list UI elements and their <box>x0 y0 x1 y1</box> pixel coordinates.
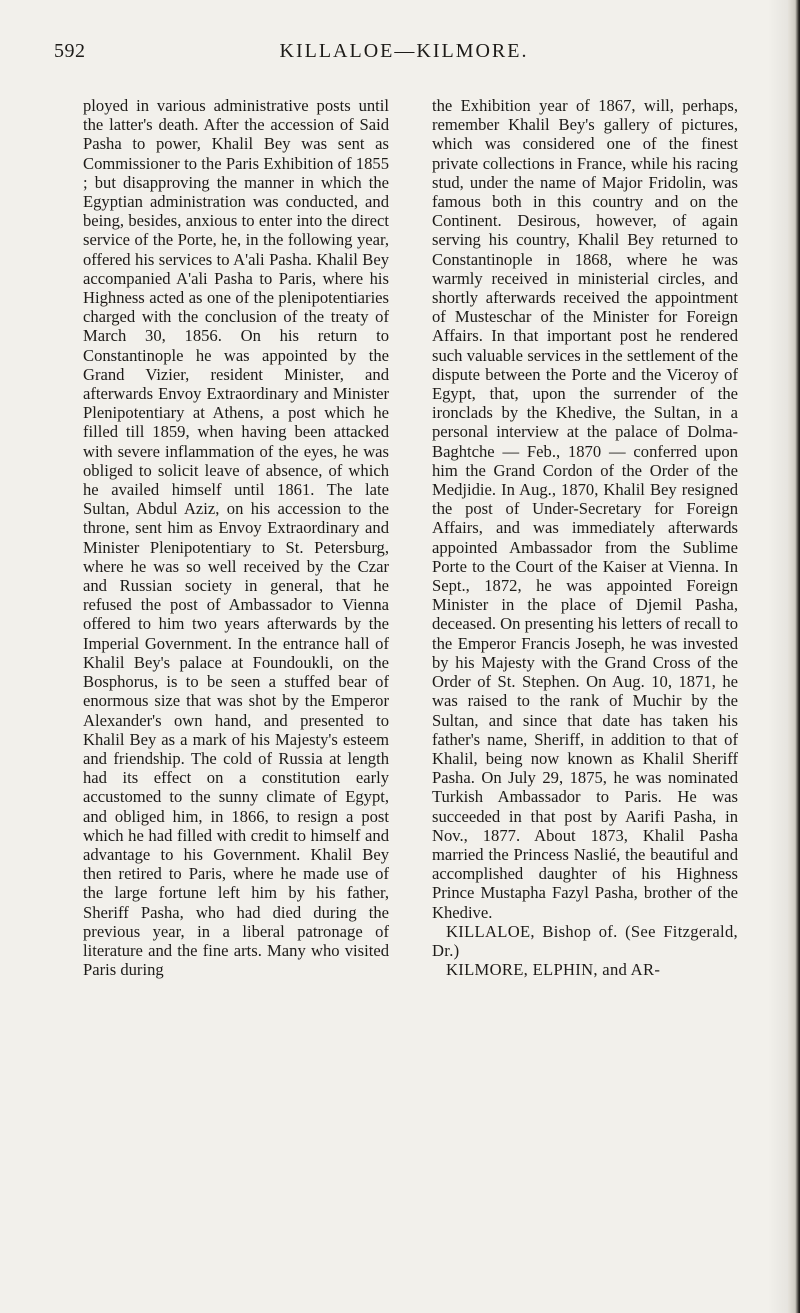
entry-kilmore: KILMORE, ELPHIN, and AR- <box>446 960 661 980</box>
left-column-text: ployed in various administrative posts until the latter's death. After the accession of Said Pasha to power, Khalil Bey was sent as Commissioner to the Paris Exhibition of 1855 ; but disapproving the manner in which the Egyptian administration was conducted, and being, besides, anxious to enter into the direct service of the Porte, he, in the following year, offered his services to A'ali Pasha. Khalil Bey accompanied A'ali Pasha to Paris, where his Highness acted as one of the plenipotentiaries charged with the conclusion of the treaty of March 30, 1856. On his return to Constantinople he was appointed by the Grand Vizier, resident Minister, and afterwards Envoy Extraordinary and Minister Plenipotentiary at Athens, a post which he filled till 1859, when having been attacked with severe inflammation of the eyes, he was obliged to solicit leave of absence, of which he availed himself until 1861. The late Sultan, Abdul Aziz, on his accession to the throne, sent him as Envoy Extraordinary and Minister Plenipotentiary to St. Petersburg, where he was so well received by the Czar and Russian society in general, that he refused the post of Ambassador to Vienna offered to him two years afterwards by the Imperial Government. In the entrance hall of Khalil Bey's palace at Foundoukli, on the Bosphorus, is to be seen a stuffed bear of enormous size that was shot by the Emperor Alexander's own hand, and presented to Khalil Bey as a mark of his Majesty's esteem and friendship. The cold of Russia at length had its effect on a constitution early accustomed to the sunny climate of Egypt, and obliged him, in 1866, to resign a post which he had filled with credit to himself and advantage to his Government. Khalil Bey then retired to Paris, where he made use of the large fortune left him by his father, Sheriff Pasha, who had died during the previous year, in a liberal patronage of literature and the fine arts. Many who visited Paris during <box>83 96 389 980</box>
right-column-text: the Exhibition year of 1867, will, perhaps, remember Khalil Bey's gallery of pictures, which was considered one of the finest private collections in France, while his racing stud, under the name of Major Fridolin, was famous both in this country and on the Continent. Desirous, however, of again serving his country, Khalil Bey returned to Constantinople in 1868, where he was warmly received in ministerial circles, and shortly afterwards received the appointment of Musteschar of the Minister for Foreign Affairs. In that important post he rendered such valuable services in the settlement of the dispute between the Porte and the Viceroy of Egypt, that, upon the surrender of the ironclads by the Khedive, the Sultan, in a personal interview at the palace of Dolma-Baghtche — Feb., 1870 — conferred upon him the Grand Cordon of the Order of the Medjidie. In Aug., 1870, Khalil Bey resigned the post of Under-Secretary for Foreign Affairs, and was immediately afterwards appointed Ambassador from the Sublime Porte to the Court of the Kaiser at Vienna. In Sept., 1872, he was appointed Foreign Minister in the place of Djemil Pasha, deceased. On presenting his letters of recall to the Emperor Francis Joseph, he was invested by his Majesty with the Grand Cross of the Order of St. Stephen. On Aug. 10, 1871, he was raised to the rank of Muchir by the Sultan, and since that date has taken his father's name, Sheriff, in addition to that of Khalil, being now known as Khalil Sheriff Pasha. On July 29, 1875, he was nominated Turkish Ambassador to Paris. He was succeeded in that post by Aarifi Pasha, in Nov., 1877. About 1873, Khalil Pasha married the Princess Naslié, the beautiful and accomplished daughter of his Highness Prince Mustapha Fazyl Pasha, brother of the Khedive. <box>432 96 738 922</box>
entry-killaloe: KILLALOE, Bishop of. (See Fitzgerald, Dr.) <box>432 921 738 960</box>
page-edge <box>788 0 800 1313</box>
page-header <box>54 40 754 68</box>
running-head: KILLALOE—KILMORE. <box>279 40 529 62</box>
binding-shadow <box>768 0 788 1313</box>
left-column <box>83 96 389 979</box>
right-column <box>432 96 738 979</box>
page-number: 592 <box>54 40 86 62</box>
